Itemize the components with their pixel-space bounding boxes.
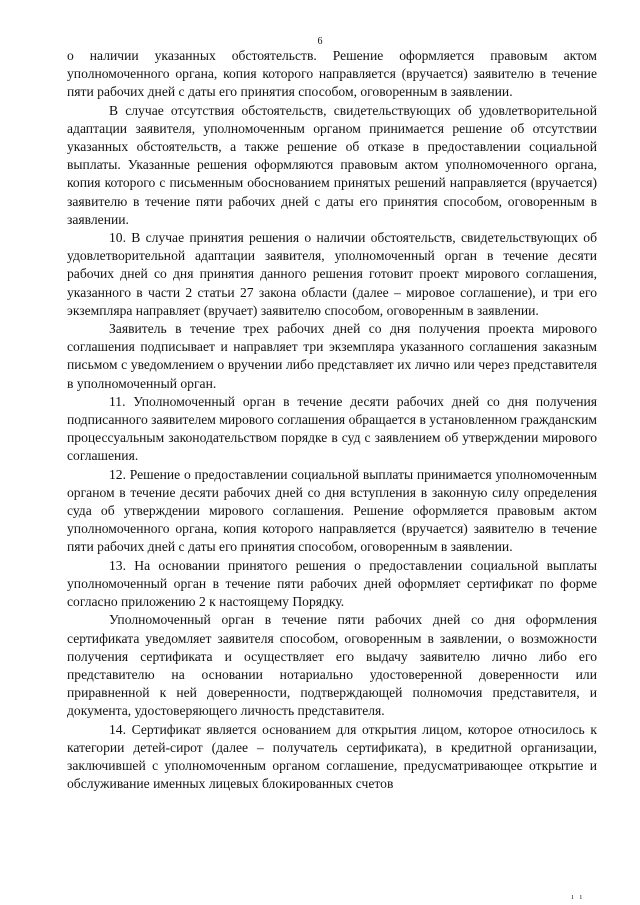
paragraph-item-13: 13. На основании принятого решения о предоставлении социальной выплаты уполномоченный орган в течение пяти рабочих дней оформляет сертификат по форме согласно приложению 2 к настоящему Порядку.: [67, 557, 597, 610]
paragraph-item-12: 12. Решение о предоставлении социальной выплаты принимается уполномоченным органом в течение десяти рабочих дней со дня вступления в законную силу определения суда об утверждении мирового соглашения. Решение оформляется правовым актом уполномоченного органа, копия которого направляется (вручается) заявителю в течение пяти рабочих дней с даты его принятия способом, оговоренным в заявлении.: [67, 466, 597, 555]
paragraph: Заявитель в течение трех рабочих дней со дня получения проекта мирового соглашения подписывает и направляет три экземпляра указанного соглашения заказным письмом с уведомлением о вручении либо представляет их лично или через представителя в уполномоченный орган.: [67, 321, 597, 391]
corner-mark: ı ı: [571, 892, 584, 901]
paragraph: Уполномоченный орган в течение пяти рабочих дней со дня оформления сертификата уведомляет заявителя способом, оговоренным в заявлении, о возможности получения сертификата и осуществляет его выдачу заявителю лично либо его представителю на основании нотариально удостоверенной доверенности или приравненной к ней доверенности, подтверждающей полномочия представителя, и документа, удостоверяющего личность представителя.: [67, 612, 597, 719]
paragraph-item-10: 10. В случае принятия решения о наличии обстоятельств, свидетельствующих об удовлетворительной адаптации заявителя, уполномоченный орган в течение десяти рабочих дней со дня принятия данного решения готовит проект мирового соглашения, указанного в части 2 статьи 27 закона области (далее – мировое соглашение), и три его экземпляра направляет (вручает) заявителю способом, оговоренным в заявлении.: [67, 230, 597, 318]
paragraph-item-14: 14. Сертификат является основанием для открытия лицом, которое относилось к категории детей-сирот (далее – получатель сертификата), в кредитной организации, заключившей с уполномоченным органом соглашение, предусматривающее открытие и обслуживание именных лицевых блокированных счетов: [67, 721, 597, 792]
paragraph: В случае отсутствия обстоятельств, свидетельствующих об удовлетворительной адаптации заявителя, уполномоченным органом принимается решение об отсутствии указанных обстоятельств, а также решение об отказе в предоставлении социальной выплаты. Указанные решения оформляются правовым актом уполномоченного органа, копия которого с письменным обоснованием принятых решений направляется (вручается) заявителю в течение пяти рабочих дней с даты его принятия способом, оговоренным в заявлении.: [67, 102, 597, 227]
page-number: 6: [317, 36, 323, 47]
paragraph-item-11: 11. Уполномоченный орган в течение десяти рабочих дней со дня получения подписанного заявителем мирового соглашения обращается в установленном гражданским процессуальным законодательством порядке в суд с заявлением об утверждении мирового соглашения.: [67, 393, 597, 464]
document-body: [67, 47, 597, 793]
paragraph-continuation: о наличии указанных обстоятельств. Решение оформляется правовым актом уполномоченного органа, копия которого направляется (вручается) заявителю в течение пяти рабочих дней с даты его принятия способом, оговоренным в заявлении.: [67, 48, 597, 100]
